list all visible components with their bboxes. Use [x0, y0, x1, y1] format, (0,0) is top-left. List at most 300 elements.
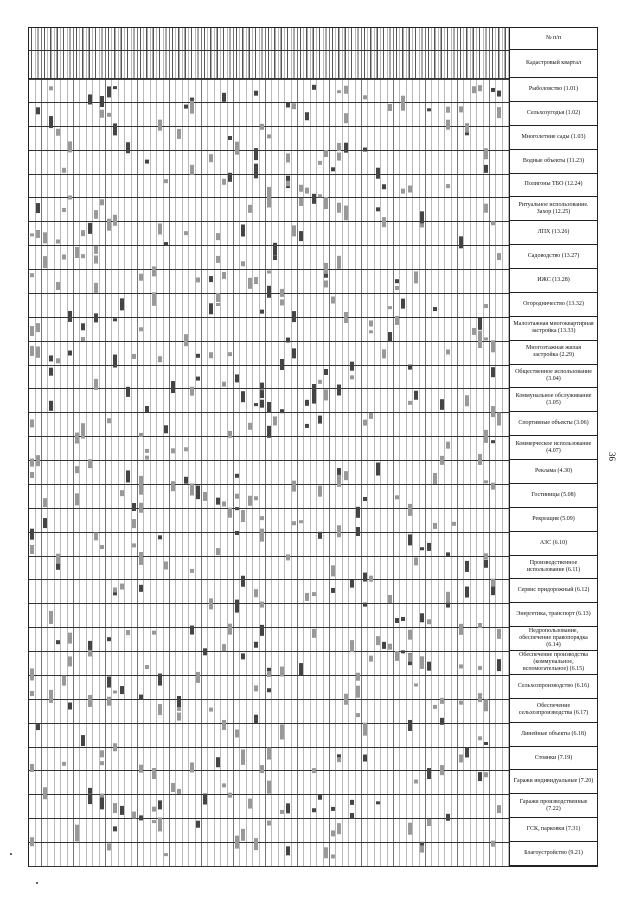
header-cell: ГСК, парковки (7.31) [510, 818, 597, 842]
grid-mark [344, 471, 348, 480]
grid-mark [62, 208, 66, 212]
grid-mark [100, 794, 104, 798]
grid-mark [158, 674, 162, 686]
grid-mark [94, 532, 98, 540]
grid-mark [344, 694, 348, 705]
grid-mark [267, 671, 271, 677]
grid-mark [497, 659, 501, 671]
grid-mark [401, 96, 405, 107]
header-cell: Благоустройство (9.21) [510, 842, 597, 866]
grid-mark [94, 246, 98, 254]
grid-mark [350, 813, 354, 819]
grid-mark [478, 454, 482, 465]
grid-mark [49, 355, 53, 361]
grid-mark [337, 475, 341, 487]
grid-mark [120, 490, 124, 496]
grid-mark [203, 794, 207, 805]
grid-mark [235, 142, 239, 155]
grid-mark [228, 793, 232, 798]
grid-mark [152, 266, 156, 276]
grid-mark [177, 713, 181, 721]
grid-mark [81, 735, 85, 746]
grid-mark [113, 318, 117, 321]
grid-mark [446, 814, 450, 821]
column-divider [29, 150, 509, 151]
grid-mark [408, 654, 412, 662]
grid-mark [158, 535, 162, 539]
grid-mark [30, 419, 34, 427]
grid-mark [43, 232, 47, 243]
grid-mark [292, 481, 296, 492]
grid-mark [286, 153, 290, 162]
grid-mark [388, 644, 392, 650]
grid-mark [433, 473, 437, 484]
grid-mark [491, 88, 495, 92]
grid-mark [196, 672, 200, 683]
grid-mark [260, 310, 264, 314]
grid-mark [88, 788, 92, 794]
grid-mark [228, 352, 232, 356]
grid-mark [369, 413, 373, 419]
header-cell: Обеспечение производства (коммунальное, вспомогательное) (6.15) [510, 651, 597, 675]
grid-mark [235, 494, 239, 499]
grid-mark [235, 531, 239, 535]
grid-mark [484, 699, 488, 711]
grid-mark [30, 326, 34, 336]
grid-mark [49, 116, 53, 128]
grid-mark [184, 480, 188, 484]
grid-mark [260, 765, 264, 773]
grid-mark [241, 653, 245, 659]
grid-mark [484, 480, 488, 483]
grid-mark [440, 698, 444, 704]
grid-mark [286, 554, 290, 560]
grid-mark [286, 803, 290, 813]
grid-mark [350, 362, 354, 371]
grid-mark [241, 510, 245, 522]
grid-mark [356, 507, 360, 518]
rotated-data-table [28, 27, 598, 867]
grid-mark [433, 307, 437, 311]
grid-mark [363, 95, 367, 99]
grid-mark [228, 624, 232, 635]
grid-mark [184, 447, 188, 451]
grid-mark [433, 523, 437, 529]
grid-mark [68, 656, 72, 666]
grid-mark [30, 668, 34, 680]
grid-mark [324, 197, 328, 209]
column-divider [29, 174, 509, 175]
grid-mark [152, 631, 156, 635]
grid-mark [88, 459, 92, 468]
grid-mark [292, 521, 296, 525]
grid-mark [254, 148, 258, 160]
grid-mark [395, 316, 399, 325]
grid-mark [68, 351, 72, 356]
grid-mark [145, 665, 149, 669]
grid-mark [267, 402, 271, 413]
grid-mark [164, 561, 168, 569]
grid-mark [139, 433, 143, 437]
grid-mark [491, 221, 495, 225]
header-cell: Полигоны ТБО (12.24) [510, 174, 597, 198]
column-divider [29, 508, 509, 509]
grid-mark [350, 800, 354, 805]
header-cell: Энергетика, транспорт (6.13) [510, 603, 597, 627]
column-divider [29, 317, 509, 318]
grid-mark [446, 442, 450, 449]
grid-mark [171, 783, 175, 792]
grid-mark [318, 161, 322, 165]
grid-mark [491, 841, 495, 847]
grid-mark [414, 391, 418, 400]
grid-mark [107, 86, 111, 97]
grid-mark [459, 106, 463, 112]
grid-mark [395, 618, 399, 623]
grid-mark [382, 349, 386, 358]
grid-mark [260, 400, 264, 408]
grid-mark [139, 815, 143, 820]
grid-mark [446, 120, 450, 130]
grid-mark [260, 602, 264, 608]
grid-mark [478, 338, 482, 348]
grid-mark [414, 557, 418, 565]
grid-mark [177, 696, 181, 707]
grid-mark [107, 113, 111, 117]
grid-mark [388, 332, 392, 342]
grid-mark [164, 179, 168, 183]
grid-mark [267, 197, 271, 208]
grid-mark [388, 595, 392, 603]
grid-mark [497, 107, 501, 118]
header-cell: Общественное использование (3.04) [510, 365, 597, 389]
grid-mark [324, 389, 328, 400]
grid-mark [299, 520, 303, 523]
column-divider [29, 245, 509, 246]
grid-mark [420, 211, 424, 223]
grid-mark [62, 762, 66, 766]
grid-mark [88, 794, 92, 804]
grid-mark [350, 640, 354, 652]
grid-mark [113, 86, 117, 89]
grid-mark [56, 129, 60, 136]
grid-mark [299, 198, 303, 206]
grid-mark [344, 312, 348, 323]
header-cell: Линейные объекты (6.18) [510, 723, 597, 747]
grid-mark [216, 303, 220, 306]
grid-mark [222, 720, 226, 730]
grid-mark [248, 799, 252, 809]
grid-mark [209, 276, 213, 282]
grid-mark [94, 256, 98, 264]
grid-mark [305, 188, 309, 194]
grid-mark [331, 167, 335, 171]
grid-mark [324, 369, 328, 375]
grid-mark [459, 236, 463, 248]
grid-mark [408, 720, 412, 731]
grid-mark [94, 210, 98, 214]
grid-mark [292, 103, 296, 109]
grid-mark [484, 148, 488, 159]
header-cell: Сельхозпроизводство (6.16) [510, 675, 597, 699]
grid-mark [478, 318, 482, 330]
grid-mark [113, 803, 117, 813]
grid-mark [132, 519, 136, 528]
grid-mark [107, 697, 111, 706]
grid-mark [292, 348, 296, 358]
grid-mark [248, 496, 252, 506]
header-cell: ЛПХ (13.26) [510, 221, 597, 245]
grid-mark [497, 629, 501, 639]
grid-mark [222, 783, 226, 787]
grid-mark [248, 278, 252, 289]
grid-mark [312, 592, 316, 596]
column-divider [29, 556, 509, 557]
grid-mark [241, 391, 245, 402]
header-cell: Стоянки (7.19) [510, 747, 597, 771]
grid-mark [56, 640, 60, 644]
grid-mark [408, 630, 412, 640]
grid-mark [113, 587, 117, 592]
grid-mark [254, 838, 258, 850]
grid-mark [395, 279, 399, 283]
column-divider [29, 651, 509, 652]
grid-mark [260, 516, 264, 520]
grid-mark [36, 203, 40, 213]
grid-mark [260, 383, 264, 390]
grid-mark [75, 466, 79, 473]
grid-mark [107, 418, 111, 423]
grid-mark [196, 489, 200, 499]
grid-mark [139, 327, 143, 331]
grid-mark [376, 207, 380, 211]
grid-mark [484, 553, 488, 559]
grid-mark [491, 340, 495, 352]
grid-mark [312, 629, 316, 638]
grid-mark [369, 656, 373, 662]
column-divider [29, 699, 509, 700]
grid-mark [30, 472, 34, 478]
grid-mark [427, 108, 431, 111]
grid-mark [49, 611, 53, 624]
grid-mark [228, 508, 232, 518]
column-divider [29, 484, 509, 485]
grid-mark [363, 603, 367, 607]
grid-mark [267, 286, 271, 298]
grid-mark [363, 497, 367, 501]
header-cell: Коммунальное обслуживание (3.05) [510, 388, 597, 412]
grid-mark [254, 496, 258, 500]
header-cell: Кадастровый квартал [510, 50, 597, 78]
grid-mark [324, 263, 328, 274]
grid-mark [254, 589, 258, 597]
grid-mark [88, 223, 92, 234]
grid-mark [248, 423, 252, 430]
column-divider [29, 221, 509, 222]
grid-mark [337, 153, 341, 161]
grid-mark [171, 381, 175, 393]
grid-mark [100, 110, 104, 118]
grid-mark [43, 787, 47, 799]
column-divider [29, 842, 509, 843]
header-cell: Спортивные объекты (3.06) [510, 412, 597, 436]
grid-mark [420, 842, 424, 845]
grid-mark [286, 846, 290, 855]
grid-mark [260, 529, 264, 542]
grid-mark [235, 600, 239, 613]
column-divider [29, 388, 509, 389]
grid-mark [344, 209, 348, 220]
grid-mark [241, 829, 245, 841]
grid-mark [43, 498, 47, 507]
grid-mark [280, 359, 284, 370]
grid-mark [120, 686, 124, 694]
grid-mark [331, 854, 335, 858]
grid-mark [267, 134, 271, 138]
grid-mark [254, 685, 258, 691]
header-cell: Коммерческое использование (4.07) [510, 436, 597, 460]
grid-mark [248, 205, 252, 213]
header-cell: Рыболовство (1.01) [510, 78, 597, 102]
column-divider [29, 460, 509, 461]
grid-mark [286, 103, 290, 108]
grid-mark [414, 683, 418, 686]
grid-mark [388, 104, 392, 111]
grid-mark [196, 377, 200, 381]
header-cell: Многоэтажная жилая застройка (2.29) [510, 341, 597, 365]
grid-mark [216, 293, 220, 302]
grid-mark [382, 184, 386, 189]
grid-mark [107, 843, 111, 850]
grid-mark [228, 173, 232, 182]
grid-mark [446, 592, 450, 603]
grid-mark [241, 225, 245, 237]
grid-mark [273, 416, 277, 425]
grid-mark [113, 355, 117, 368]
grid-mark [145, 456, 149, 460]
grid-mark [299, 185, 303, 192]
grid-mark [318, 380, 322, 384]
header-cell: Сервис придорожный (6.12) [510, 579, 597, 603]
grid-mark [363, 420, 367, 426]
grid-mark [68, 195, 72, 199]
grid-mark [30, 764, 34, 772]
grid-mark [408, 534, 412, 545]
grid-mark [107, 219, 111, 231]
grid-mark [408, 365, 412, 370]
grid-mark [497, 805, 501, 813]
grid-mark [484, 560, 488, 568]
grid-mark [152, 768, 156, 779]
grid-mark [452, 522, 456, 526]
cadastral-quarter-band [29, 28, 509, 80]
column-headers [509, 28, 597, 866]
column-divider [29, 579, 509, 580]
grid-mark [254, 403, 258, 406]
grid-mark [344, 143, 348, 153]
grid-mark [484, 430, 488, 443]
header-cell: Гаражи производственные (7.22) [510, 794, 597, 818]
grid-mark [267, 688, 271, 692]
grid-mark [280, 810, 284, 814]
grid-mark [216, 757, 220, 767]
grid-mark [414, 779, 418, 783]
grid-mark [75, 433, 79, 444]
grid-mark [273, 256, 277, 260]
grid-mark [139, 476, 143, 489]
grid-mark [113, 215, 117, 226]
header-cell: Производственное использование (6.11) [510, 556, 597, 580]
grid-mark [440, 765, 444, 775]
grid-mark [222, 644, 226, 651]
row-grid [29, 28, 509, 866]
grid-mark [337, 525, 341, 537]
grid-mark [356, 527, 360, 536]
grid-mark [158, 800, 162, 809]
grid-mark [337, 256, 341, 269]
grid-mark [408, 186, 412, 193]
grid-mark [120, 298, 124, 310]
header-cell: Недропользование, обеспечение правопорядка (6.14) [510, 627, 597, 651]
grid-mark [446, 552, 450, 556]
grid-mark [491, 440, 495, 443]
grid-mark [62, 676, 66, 686]
grid-mark [228, 431, 232, 438]
grid-mark [158, 223, 162, 234]
grid-mark [318, 486, 322, 497]
grid-mark [126, 387, 130, 397]
grid-mark [222, 179, 226, 185]
grid-mark [94, 379, 98, 390]
grid-mark [260, 390, 264, 398]
grid-mark [331, 296, 335, 303]
grid-mark [465, 587, 469, 598]
grid-mark [305, 593, 309, 601]
header-cell: АЗС (6.10) [510, 532, 597, 556]
grid-mark [36, 455, 40, 466]
grid-mark [305, 112, 309, 120]
grid-mark [254, 91, 258, 96]
grid-mark [81, 423, 85, 431]
grid-mark [203, 492, 207, 501]
grid-mark [369, 330, 373, 333]
grid-mark [401, 189, 405, 194]
column-divider [29, 723, 509, 724]
grid-mark [465, 132, 469, 135]
grid-mark [145, 449, 149, 453]
grid-mark [491, 483, 495, 490]
grid-mark [356, 673, 360, 681]
grid-mark [222, 382, 226, 387]
grid-mark [484, 165, 488, 173]
grid-mark [30, 837, 34, 846]
grid-mark [491, 586, 495, 595]
grid-mark [420, 659, 424, 669]
grid-mark [228, 136, 232, 140]
grid-mark [171, 481, 175, 491]
header-cell: Сельхозугодья (1.02) [510, 102, 597, 126]
grid-mark [408, 823, 412, 835]
grid-mark [318, 416, 322, 424]
grid-mark [222, 272, 226, 279]
header-cell: Обеспечение сельхозпроизводства (6.17) [510, 699, 597, 723]
grid-mark [312, 768, 316, 773]
grid-mark [267, 426, 271, 438]
grid-mark [491, 579, 495, 587]
header-cell: № п/п [510, 28, 597, 50]
grid-mark [267, 781, 271, 794]
grid-mark [395, 286, 399, 290]
